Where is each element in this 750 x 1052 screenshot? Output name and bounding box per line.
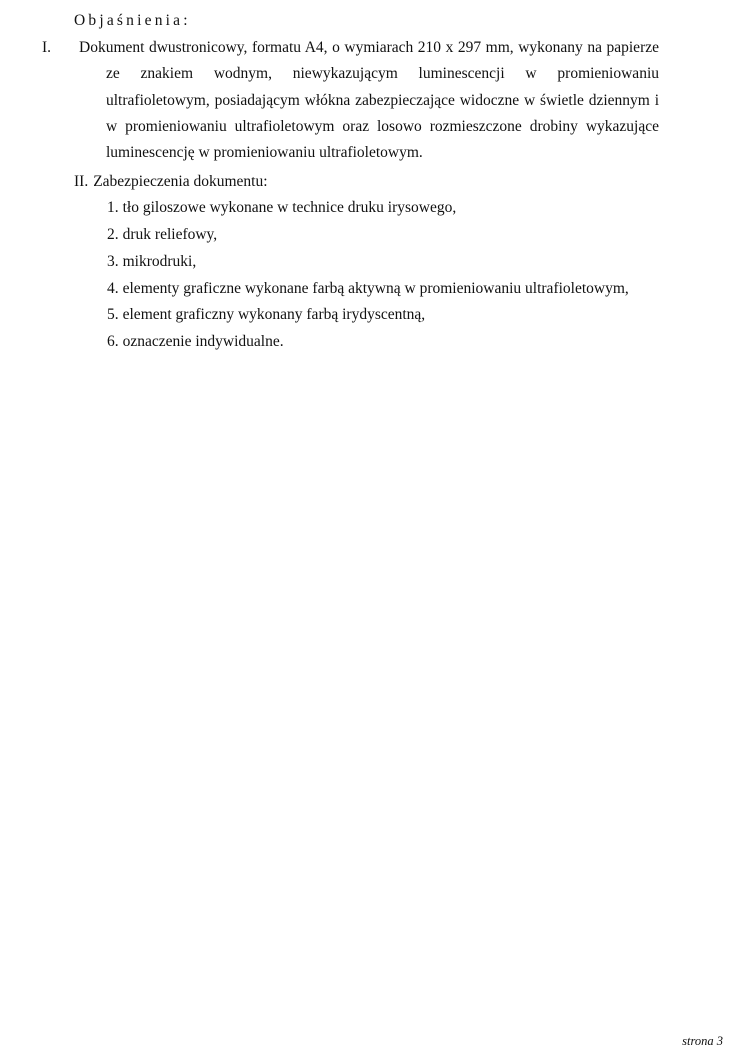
list-item-text: element graficzny wykonany farbą irydyscentną,: [122, 306, 426, 324]
list-item: [107, 329, 659, 356]
list-item-number: 3.: [107, 252, 119, 270]
heading: Objaśnienia:: [74, 12, 191, 29]
list-item-text: elementy graficzne wykonane farbą aktywną w promieniowaniu ultrafioletowym,: [122, 279, 629, 297]
section-1: [42, 35, 659, 166]
section-2-title: Zabezpieczenia dokumentu:: [93, 173, 268, 190]
list-item-number: 1.: [107, 199, 119, 217]
list-item-text: mikrodruki,: [122, 252, 197, 270]
list-item: [107, 249, 659, 276]
list-item: [107, 302, 659, 329]
list-item-number: 5.: [107, 306, 119, 324]
list-item-text: oznaczenie indywidualne.: [122, 333, 284, 351]
section-2-heading: [74, 169, 659, 195]
page-number: strona 3: [682, 1034, 723, 1048]
section-2: [74, 169, 659, 356]
security-features-list: [74, 195, 659, 356]
list-item-text: tło giloszowe wykonane w technice druku irysowego,: [122, 199, 457, 217]
list-item: [107, 195, 659, 222]
section-1-paragraph: I. Dokument dwustronicowy, formatu A4, o wymiarach 210 x 297 mm, wykonany na papierze ze znakiem wodnym, niewykazującym luminescencji w promieniowaniu ultrafioletowym, posiadającym włókna zabezpieczające widoczne w świetle dziennym i w promieniowaniu ultrafioletowym oraz losowo rozmieszczone drobiny wykazujące luminescencję w promieniowaniu ultrafioletowym.: [42, 39, 659, 162]
section-2-numeral: II.: [74, 173, 89, 190]
list-item-text: druk reliefowy,: [122, 226, 218, 244]
list-item-number: 6.: [107, 333, 119, 351]
list-item-number: 2.: [107, 226, 119, 244]
section-1-text: Dokument dwustronicowy, formatu A4, o wymiarach 210 x 297 mm, wykonany na papierze ze znakiem wodnym, niewykazującym luminescencji w promieniowaniu ultrafioletowym, posiadającym włókna zabezpieczające widoczne w świetle dziennym i w promieniowaniu ultrafioletowym oraz losowo rozmieszczone drobiny wykazujące luminescencję w promieniowaniu ultrafioletowym.: [79, 39, 659, 162]
list-item-number: 4.: [107, 279, 119, 297]
list-item: [107, 222, 659, 249]
list-item: [107, 276, 659, 303]
